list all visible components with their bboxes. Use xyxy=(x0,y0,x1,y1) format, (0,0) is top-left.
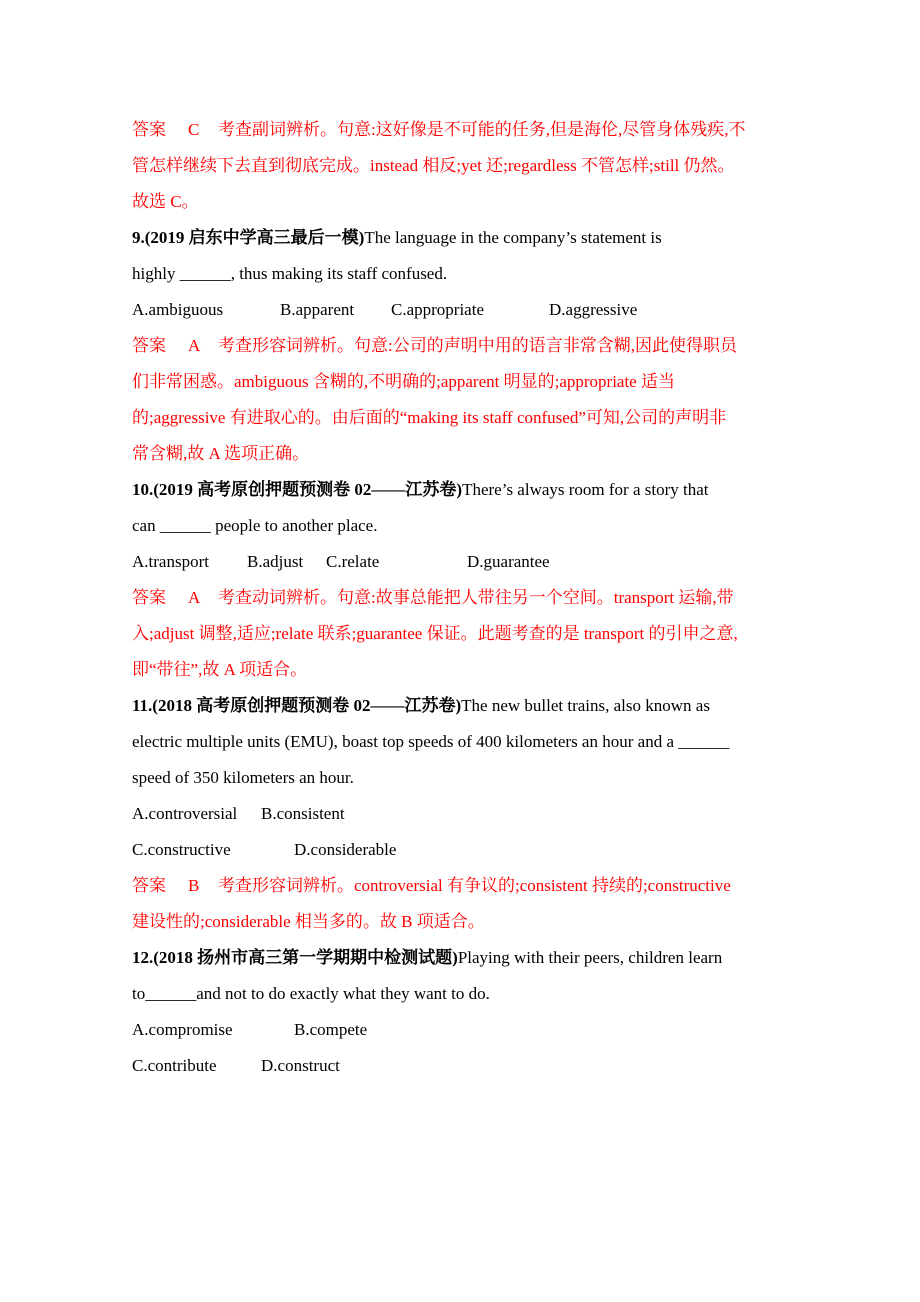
q12-source: 12.(2018 扬州市高三第一学期期中检测试题) xyxy=(132,948,458,967)
q9-option-d: D.aggressive xyxy=(549,300,638,319)
q12-options-row-2 xyxy=(132,1048,797,1084)
q8-explanation-1: 考查副词辨析。句意:这好像是不可能的任务,但是海伦,尽管身体残疾,不 xyxy=(218,120,746,139)
q9-options xyxy=(132,292,797,328)
q11-answer-line-1 xyxy=(132,868,797,904)
q9-option-c: C.appropriate xyxy=(391,300,484,319)
q9-answer-label: 答案 xyxy=(132,336,166,355)
q12-option-d: D.construct xyxy=(261,1056,340,1075)
q9-answer-line-1 xyxy=(132,328,797,364)
q11-explanation-1: 考查形容词辨析。controversial 有争议的;consistent 持续的;constructive xyxy=(218,876,731,895)
q9-option-b: B.apparent xyxy=(280,300,355,319)
q12-option-a: A.compromise xyxy=(132,1020,233,1039)
q9-explanation-1: 考查形容词辨析。句意:公司的声明中用的语言非常含糊,因此使得职员 xyxy=(218,336,737,355)
document-page xyxy=(132,112,797,1084)
q11-stem-line-3: speed of 350 kilometers an hour. xyxy=(132,768,354,787)
q9-stem-line-2: highly ______, thus making its staff confused. xyxy=(132,264,448,283)
q11-explanation-2: 建设性的;considerable 相当多的。故 B 项适合。 xyxy=(132,912,485,931)
q9-stem-line-1 xyxy=(132,220,797,256)
q10-option-c: C.relate xyxy=(326,552,380,571)
q11-options-row-2 xyxy=(132,832,797,868)
q10-explanation-2: 入;adjust 调整,适应;relate 联系;guarantee 保证。此题考查的是 transport 的引申之意, xyxy=(132,624,738,643)
q9-source: 9.(2019 启东中学高三最后一模) xyxy=(132,228,365,247)
q10-option-a: A.transport xyxy=(132,552,209,571)
q12-stem-line-1 xyxy=(132,940,797,976)
q11-stem-line-2: electric multiple units (EMU), boast top speeds of 400 kilometers an hour and a ______ xyxy=(132,732,730,751)
q10-source: 10.(2019 高考原创押题预测卷 02——江苏卷) xyxy=(132,480,463,499)
q9-explanation-2: 们非常困惑。ambiguous 含糊的,不明确的;apparent 明显的;appropriate 适当 xyxy=(132,372,675,391)
q10-answer-letter: A xyxy=(188,588,201,607)
q8-explanation-3: 故选 C。 xyxy=(132,192,199,211)
q9-explanation-4: 常含糊,故 A 选项正确。 xyxy=(132,444,310,463)
q10-explanation-1: 考查动词辨析。句意:故事总能把人带往另一个空间。transport 运输,带 xyxy=(218,588,734,607)
q11-option-d: D.considerable xyxy=(294,840,397,859)
q11-options-row-1 xyxy=(132,796,797,832)
q8-explanation-2: 管怎样继续下去直到彻底完成。instead 相反;yet 还;regardless 不管怎样;still 仍然。 xyxy=(132,156,735,175)
q10-explanation-3: 即“带往”,故 A 项适合。 xyxy=(132,660,308,679)
q12-stem-line-2: to______and not to do exactly what they want to do. xyxy=(132,984,490,1003)
q11-option-c: C.constructive xyxy=(132,840,231,859)
q12-option-c: C.contribute xyxy=(132,1056,217,1075)
q8-answer-letter: C xyxy=(188,120,200,139)
q11-answer-letter: B xyxy=(188,876,200,895)
q11-answer-label: 答案 xyxy=(132,876,166,895)
q12-option-b: B.compete xyxy=(294,1020,368,1039)
q12-options-row-1 xyxy=(132,1012,797,1048)
q11-source: 11.(2018 高考原创押题预测卷 02——江苏卷) xyxy=(132,696,462,715)
q8-answer-label: 答案 xyxy=(132,120,166,139)
q10-answer-label: 答案 xyxy=(132,588,166,607)
q10-option-d: D.guarantee xyxy=(467,552,550,571)
q10-stem-1: There’s always room for a story that xyxy=(462,480,709,499)
q10-stem-line-1 xyxy=(132,472,797,508)
q10-answer-line-1 xyxy=(132,580,797,616)
q8-answer-line-1 xyxy=(132,112,797,148)
q10-option-b: B.adjust xyxy=(247,552,304,571)
q11-option-a: A.controversial xyxy=(132,804,238,823)
q9-option-a: A.ambiguous xyxy=(132,300,224,319)
q9-explanation-3: 的;aggressive 有进取心的。由后面的“making its staff confused”可知,公司的声明非 xyxy=(132,408,727,427)
q10-options xyxy=(132,544,797,580)
q11-stem-1: The new bullet trains, also known as xyxy=(461,696,710,715)
q11-stem-line-1 xyxy=(132,688,797,724)
q9-stem-1: The language in the company’s statement is xyxy=(364,228,662,247)
q11-option-b: B.consistent xyxy=(261,804,345,823)
q9-answer-letter: A xyxy=(188,336,201,355)
q12-stem-1: Playing with their peers, children learn xyxy=(457,948,723,967)
q10-stem-line-2: can ______ people to another place. xyxy=(132,516,378,535)
